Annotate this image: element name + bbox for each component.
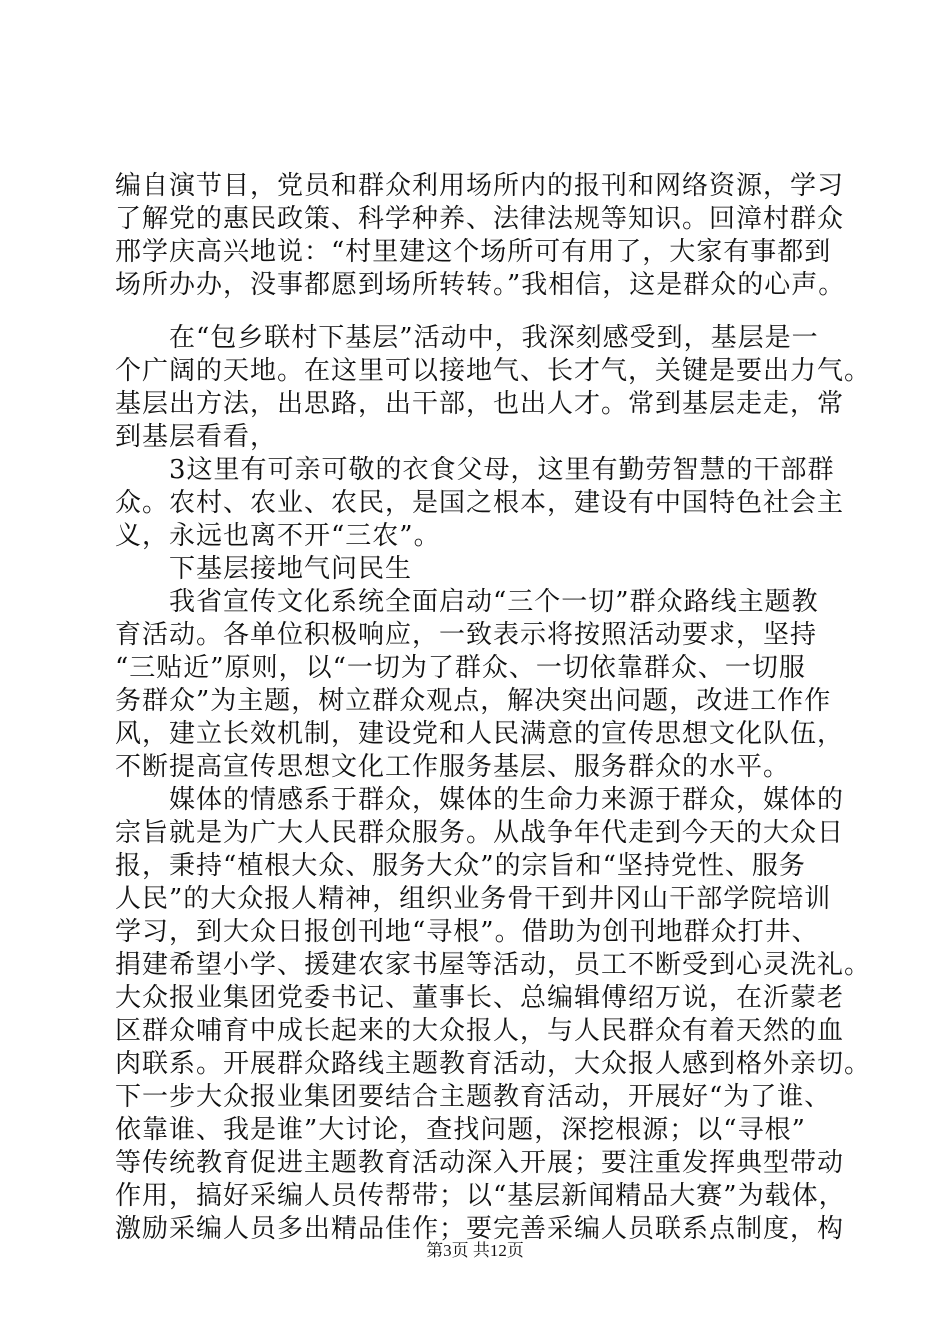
text-line: 等传统教育促进主题教育活动深入开展；要注重发挥典型带动 bbox=[115, 1148, 845, 1178]
text-line: 风，建立长效机制，建设党和人民满意的宣传思想文化队伍， bbox=[115, 719, 845, 749]
text-line: 务群众”为主题，树立群众观点，解决突出问题，改进工作作 bbox=[115, 686, 832, 716]
text-line: 肉联系。开展群众路线主题教育活动，大众报人感到格外亲切。 bbox=[115, 1049, 872, 1079]
text-line: 不断提高宣传思想文化工作服务基层、服务群众的水平。 bbox=[115, 752, 791, 782]
text-line: 基层出方法，出思路，出干部，也出人才。常到基层走走，常 bbox=[115, 389, 845, 419]
text-line: 邢学庆高兴地说：“村里建这个场所可有用了，大家有事都到 bbox=[115, 237, 832, 267]
text-line: 到基层看看， bbox=[115, 422, 278, 452]
page-number-label: 第3页 共12页 bbox=[426, 1241, 524, 1260]
text-line: 下一步大众报业集团要结合主题教育活动，开展好“为了谁、 bbox=[115, 1082, 832, 1112]
text-line: 我省宣传文化系统全面启动“三个一切”群众路线主题教 bbox=[115, 587, 819, 617]
text-line: 个广阔的天地。在这里可以接地气、长才气，关键是要出力气。 bbox=[115, 356, 872, 386]
text-line: 宗旨就是为广大人民群众服务。从战争年代走到今天的大众日 bbox=[115, 818, 845, 848]
text-line: 作用，搞好采编人员传帮带；以“基层新闻精品大赛”为载体， bbox=[115, 1181, 846, 1211]
section-heading: 下基层接地气问民生 bbox=[115, 554, 413, 584]
text-line: 区群众哺育中成长起来的大众报人，与人民群众有着天然的血 bbox=[115, 1016, 845, 1046]
text-line: “三贴近”原则，以“一切为了群众、一切依靠群众、一切服 bbox=[115, 653, 806, 683]
text-line: 依靠谁、我是谁”大讨论，查找问题，深挖根源；以“寻根” bbox=[115, 1115, 806, 1145]
paragraph-block-1 bbox=[115, 170, 845, 302]
text-line: 众。农村、农业、农民，是国之根本，建设有中国特色社会主 bbox=[115, 488, 845, 518]
text-line: 报，秉持“植根大众、服务大众”的宗旨和“坚持党性、服务 bbox=[115, 851, 806, 881]
text-line: 3这里有可亲可敬的衣食父母，这里有勤劳智慧的干部群 bbox=[115, 455, 835, 485]
text-line: 激励采编人员多出精品佳作；要完善采编人员联系点制度，构 bbox=[115, 1214, 845, 1244]
text-line: 义，永远也离不开“三农”。 bbox=[115, 521, 441, 551]
text-line: 场所办办，没事都愿到场所转转。”我相信，这是群众的心声。 bbox=[115, 270, 846, 300]
paragraph-block-2 bbox=[115, 322, 872, 1246]
text-line: 学习，到大众日报创刊地“寻根”。借助为创刊地群众打井、 bbox=[115, 917, 819, 947]
text-line: 在“包乡联村下基层”活动中，我深刻感受到，基层是一 bbox=[115, 323, 819, 353]
text-line: 人民”的大众报人精神，组织业务骨干到井冈山干部学院培训 bbox=[115, 884, 832, 914]
text-line: 媒体的情感系于群众，媒体的生命力来源于群众，媒体的 bbox=[115, 785, 845, 815]
text-line: 育活动。各单位积极响应，一致表示将按照活动要求，坚持 bbox=[115, 620, 818, 650]
text-line: 编自演节目，党员和群众利用场所内的报刊和网络资源，学习 bbox=[115, 171, 845, 201]
text-line: 了解党的惠民政策、科学种养、法律法规等知识。回漳村群众 bbox=[115, 204, 845, 234]
text-line: 捐建希望小学、援建农家书屋等活动，员工不断受到心灵洗礼。 bbox=[115, 950, 872, 980]
page-footer bbox=[0, 1240, 950, 1262]
text-line: 大众报业集团党委书记、董事长、总编辑傅绍万说，在沂蒙老 bbox=[115, 983, 845, 1013]
